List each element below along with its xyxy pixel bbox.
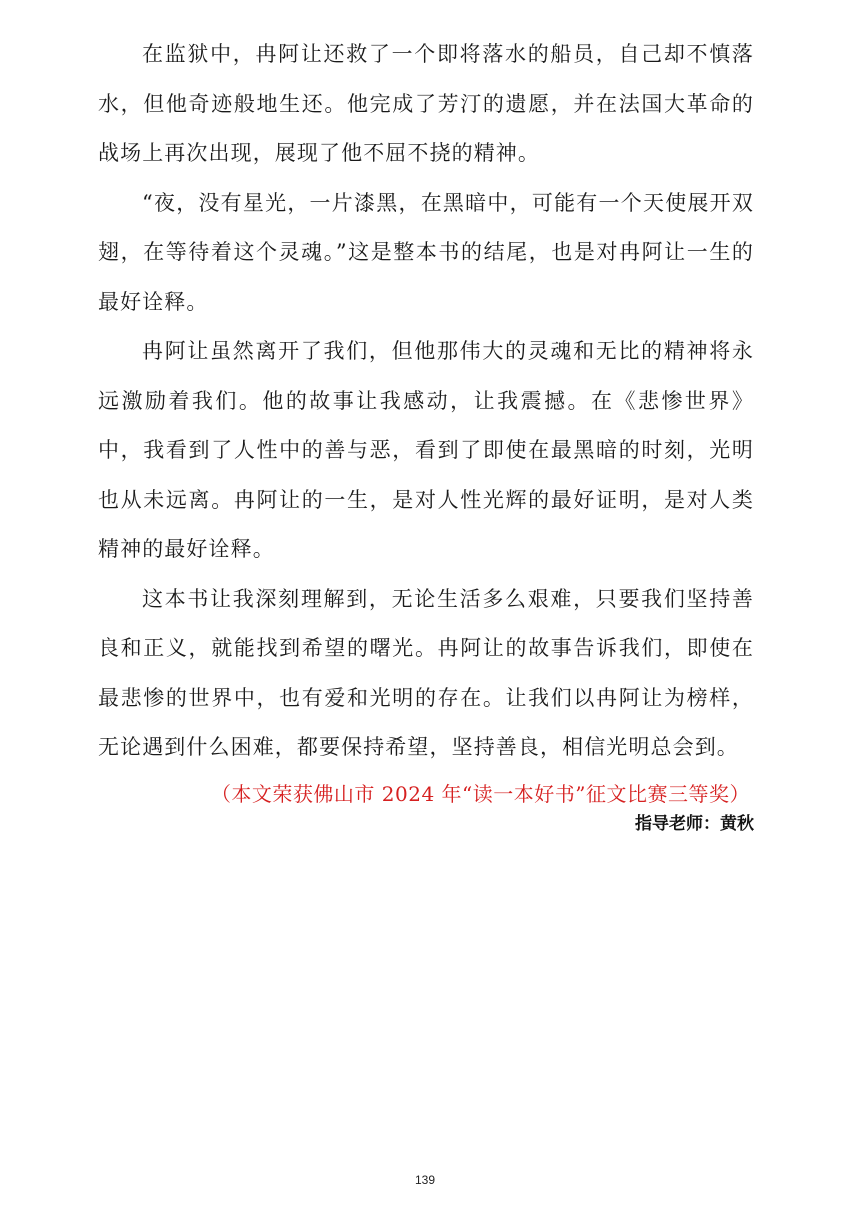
- award-note: （本文荣获佛山市 2024 年“读一本好书”征文比赛三等奖）: [210, 781, 750, 806]
- page-number: 139: [414, 1173, 436, 1187]
- teacher-credit: 指导老师：黄秋: [635, 813, 754, 834]
- paragraph-1: 在监狱中，冉阿让还救了一个即将落水的船员，自己却不慎落水，但他奇迹般地生还。他完成了芳汀的遗愿，并在法国大革命的战场上再次出现，展现了他不屈不挠的精神。: [98, 42, 754, 165]
- paragraph-3: 冉阿让虽然离开了我们，但他那伟大的灵魂和无比的精神将永远激励着我们。他的故事让我感动，让我震撼。在《悲惨世界》中，我看到了人性中的善与恶，看到了即使在最黑暗的时刻，光明也从未远离。冉阿让的一生，是对人性光辉的最好证明，是对人类精神的最好诠释。: [98, 339, 754, 561]
- page-content: [98, 30, 754, 837]
- paragraph-2: “夜，没有星光，一片漆黑，在黑暗中，可能有一个天使展开双翅，在等待着这个灵魂。”这是整本书的结尾，也是对冉阿让一生的最好诠释。: [98, 190, 754, 314]
- paragraph-4: 这本书让我深刻理解到，无论生活多么艰难，只要我们坚持善良和正义，就能找到希望的曙光。冉阿让的故事告诉我们，即使在最悲惨的世界中，也有爱和光明的存在。让我们以冉阿让为榜样，无论遇到什么困难，都要保持希望，坚持善良，相信光明总会到。: [98, 586, 754, 759]
